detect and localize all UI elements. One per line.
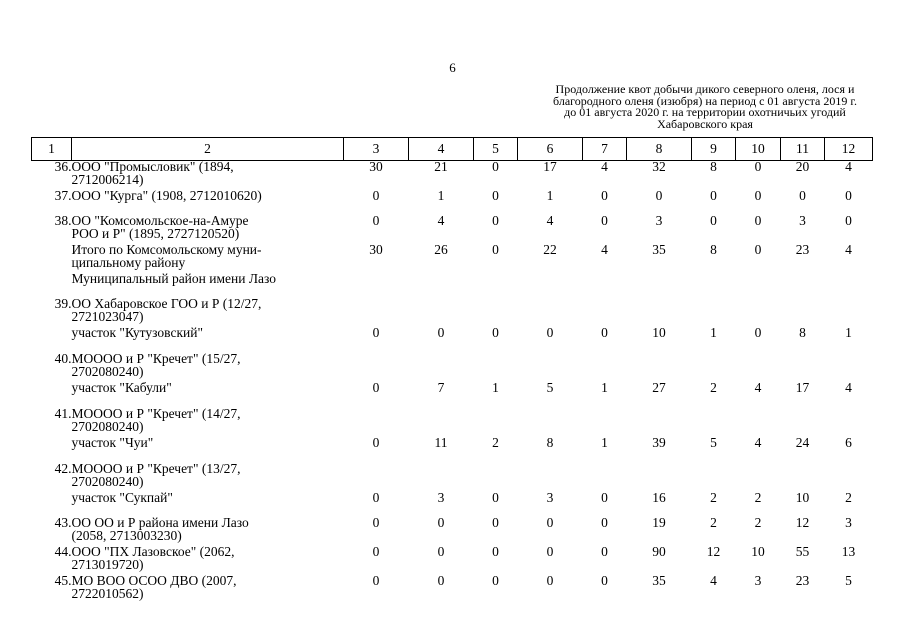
quota-value: 0 xyxy=(372,573,380,588)
quota-value xyxy=(518,273,583,298)
quota-value: 2 xyxy=(845,490,852,505)
row-number: 41. xyxy=(54,406,72,421)
column-header: 10 xyxy=(736,138,781,161)
quota-value: 0 xyxy=(372,435,380,450)
quota-value: 27 xyxy=(652,380,666,395)
column-header: 12 xyxy=(825,138,873,161)
quota-value xyxy=(736,273,781,298)
row-name-line: участок "Сукпай" xyxy=(71,490,173,505)
row-name xyxy=(72,517,344,546)
quota-value xyxy=(583,273,627,298)
row-name-line: ООО "Курга" (1908, 2712010620) xyxy=(71,188,262,203)
row-number: 39. xyxy=(54,296,72,311)
quota-value xyxy=(692,408,736,437)
quota-value xyxy=(409,273,474,298)
row-number: 38. xyxy=(54,213,72,228)
quota-value: 8 xyxy=(799,325,806,340)
quota-value xyxy=(344,463,409,492)
quota-value: 1 xyxy=(601,380,608,395)
quota-value: 0 xyxy=(437,573,445,588)
quota-value xyxy=(627,273,692,298)
header-row xyxy=(32,138,873,161)
quota-value xyxy=(518,298,583,327)
row-number xyxy=(32,273,72,298)
quota-value: 0 xyxy=(601,544,608,559)
quota-value: 30 xyxy=(369,159,383,174)
quota-value: 23 xyxy=(795,573,810,588)
quota-value xyxy=(736,408,781,437)
row-number: 44. xyxy=(54,544,72,559)
quota-value: 0 xyxy=(754,325,762,340)
quota-value: 0 xyxy=(372,490,380,505)
quota-value: 5 xyxy=(710,435,717,450)
quota-value: 0 xyxy=(372,188,380,203)
quota-value xyxy=(692,353,736,382)
quota-value xyxy=(736,463,781,492)
row-name-line: ООО "ПХ Лазовское" (2062, xyxy=(71,544,235,559)
row-name-line: 2702080240) xyxy=(71,363,144,379)
quota-value: 1 xyxy=(845,325,852,340)
row-name-line: участок "Кутузовский" xyxy=(71,325,203,340)
row-name-line: МО ВОО ОСОО ДВО (2007, xyxy=(71,573,237,588)
table-row xyxy=(32,244,873,273)
row-name xyxy=(72,575,344,600)
quota-value: 2 xyxy=(754,490,762,505)
row-name-line: РОО и Р" (1895, 2727120520) xyxy=(71,225,240,241)
row-number: 37. xyxy=(54,188,72,203)
quota-value: 4 xyxy=(601,242,608,257)
quota-value: 0 xyxy=(492,573,499,588)
table-row xyxy=(32,353,873,382)
table-row xyxy=(32,298,873,327)
row-name xyxy=(72,463,344,492)
row-name-line: МОООО и Р "Кречет" (14/27, xyxy=(71,406,241,421)
quota-value: 0 xyxy=(437,325,445,340)
quota-value: 0 xyxy=(492,159,499,174)
quota-value: 1 xyxy=(601,435,608,450)
quota-value: 3 xyxy=(754,573,762,588)
quota-value: 0 xyxy=(546,544,554,559)
quota-value: 0 xyxy=(492,213,499,228)
quota-value: 0 xyxy=(372,380,380,395)
quota-value xyxy=(627,408,692,437)
quota-value: 3 xyxy=(437,490,445,505)
quota-value: 2 xyxy=(492,435,499,450)
table-row xyxy=(32,492,873,517)
row-name-line: ципальному району xyxy=(71,254,186,270)
row-number: 43. xyxy=(54,515,72,530)
quota-value: 17 xyxy=(543,159,557,174)
quota-value: 0 xyxy=(492,188,499,203)
quota-value: 0 xyxy=(601,188,608,203)
quota-value: 0 xyxy=(372,325,380,340)
quota-value: 0 xyxy=(601,325,608,340)
quota-value: 4 xyxy=(845,380,852,395)
quota-value: 0 xyxy=(799,188,806,203)
row-name-line: 2702080240) xyxy=(71,473,144,489)
quota-value: 0 xyxy=(492,515,499,530)
quota-value: 1 xyxy=(437,188,445,203)
quota-value xyxy=(409,298,474,327)
quota-value: 0 xyxy=(546,515,554,530)
row-name-line: 2722010562) xyxy=(71,585,144,601)
row-name xyxy=(72,492,344,517)
caption-line: благородного оленя (изюбря) на период с 01 августа 2019 г. xyxy=(553,93,857,108)
row-name xyxy=(72,353,344,382)
quota-value xyxy=(583,298,627,327)
quota-value: 4 xyxy=(845,242,852,257)
quota-value: 0 xyxy=(492,490,499,505)
row-name-line: 2713019720) xyxy=(71,556,144,572)
quota-value xyxy=(409,408,474,437)
quota-value: 2 xyxy=(710,490,717,505)
row-number xyxy=(32,244,72,273)
quota-value xyxy=(781,353,825,382)
row-name-line: (2058, 2713003230) xyxy=(71,527,182,543)
table-row xyxy=(32,463,873,492)
quota-value: 0 xyxy=(437,544,445,559)
quota-value xyxy=(474,463,518,492)
row-name-line: 2712006214) xyxy=(71,171,144,187)
quota-value: 6 xyxy=(845,435,852,450)
quota-value xyxy=(409,353,474,382)
row-name xyxy=(72,437,344,463)
table-caption xyxy=(520,84,890,130)
quota-value xyxy=(825,463,873,492)
column-header: 8 xyxy=(627,138,692,161)
quota-value: 0 xyxy=(845,188,852,203)
quota-value: 20 xyxy=(795,159,810,174)
table-row xyxy=(32,273,873,298)
row-name-line: 2721023047) xyxy=(71,308,144,324)
quota-value: 26 xyxy=(434,242,448,257)
quota-value: 22 xyxy=(543,242,557,257)
caption-line: до 01 августа 2020 г. на территории охотничьих угодий xyxy=(564,105,846,119)
quota-value: 19 xyxy=(652,515,666,530)
quota-value: 30 xyxy=(369,242,383,257)
quota-value: 4 xyxy=(754,435,762,450)
quota-value: 10 xyxy=(751,544,765,559)
row-number: 42. xyxy=(54,461,72,476)
quota-value xyxy=(518,408,583,437)
quota-value: 0 xyxy=(546,573,554,588)
quota-value: 0 xyxy=(754,242,762,257)
quota-value: 4 xyxy=(754,380,762,395)
row-number xyxy=(32,492,72,517)
quota-value xyxy=(344,273,409,298)
quota-value: 24 xyxy=(795,435,810,450)
quota-value: 0 xyxy=(754,159,762,174)
row-name xyxy=(72,298,344,327)
quota-value: 0 xyxy=(546,325,554,340)
table-header xyxy=(32,138,873,161)
quota-value xyxy=(825,408,873,437)
quota-value xyxy=(692,298,736,327)
table-row xyxy=(32,437,873,463)
row-name-line: 2702080240) xyxy=(71,418,144,434)
row-name-line: участок "Кабули" xyxy=(71,380,172,395)
quota-value xyxy=(474,298,518,327)
quota-value xyxy=(627,463,692,492)
row-name xyxy=(72,273,344,298)
row-name xyxy=(72,327,344,353)
quota-value: 0 xyxy=(710,213,717,228)
caption-line: Хабаровского края xyxy=(657,116,753,131)
quota-value: 0 xyxy=(601,490,608,505)
quota-value: 1 xyxy=(546,188,554,203)
row-number: 36. xyxy=(54,159,72,174)
quota-value: 0 xyxy=(372,544,380,559)
quota-value xyxy=(692,463,736,492)
table-body xyxy=(32,161,873,601)
quota-value: 4 xyxy=(845,159,852,174)
quota-value xyxy=(627,298,692,327)
quota-value: 7 xyxy=(437,380,445,395)
quota-value: 3 xyxy=(546,490,554,505)
quota-value: 0 xyxy=(754,213,762,228)
quota-value: 8 xyxy=(710,242,717,257)
table-row xyxy=(32,215,873,244)
row-name-line: ООО "Промысловик" (1894, xyxy=(71,159,234,174)
row-number: 40. xyxy=(54,351,72,366)
quota-value: 35 xyxy=(652,242,666,257)
quota-value: 4 xyxy=(437,213,445,228)
quota-value: 10 xyxy=(795,490,810,505)
row-name-line: участок "Чуи" xyxy=(71,435,154,450)
row-name-line: МОООО и Р "Кречет" (13/27, xyxy=(71,461,241,476)
quota-value: 35 xyxy=(652,573,666,588)
quota-value: 11 xyxy=(434,435,448,450)
quota-value xyxy=(474,273,518,298)
table-row xyxy=(32,161,873,191)
quota-value: 8 xyxy=(710,159,717,174)
quota-value: 2 xyxy=(710,380,717,395)
quota-value xyxy=(583,408,627,437)
quota-value: 2 xyxy=(710,515,717,530)
row-name-line: Муниципальный район имени Лазо xyxy=(71,271,276,286)
table-row xyxy=(32,190,873,215)
quota-value xyxy=(736,353,781,382)
quota-value: 3 xyxy=(799,213,806,228)
quota-value: 0 xyxy=(492,242,499,257)
quota-value: 12 xyxy=(795,515,810,530)
quota-value: 17 xyxy=(795,380,810,395)
quota-value xyxy=(692,273,736,298)
quota-value xyxy=(518,463,583,492)
quota-value xyxy=(474,408,518,437)
row-name xyxy=(72,161,344,191)
row-name xyxy=(72,382,344,408)
quota-value xyxy=(583,353,627,382)
row-name-line: ОО "Комсомольское-на-Амуре xyxy=(71,213,249,228)
quota-value: 16 xyxy=(652,490,666,505)
quota-value: 90 xyxy=(652,544,666,559)
quota-value: 0 xyxy=(492,325,499,340)
column-header: 1 xyxy=(32,138,72,161)
quota-value: 39 xyxy=(652,435,666,450)
quota-value xyxy=(627,353,692,382)
table-row xyxy=(32,575,873,600)
row-number xyxy=(32,382,72,408)
quota-value xyxy=(825,273,873,298)
quota-value: 0 xyxy=(601,213,608,228)
quota-value: 3 xyxy=(655,213,663,228)
quota-value xyxy=(781,273,825,298)
quota-value xyxy=(781,463,825,492)
quota-value: 23 xyxy=(795,242,810,257)
row-name xyxy=(72,408,344,437)
quota-value: 0 xyxy=(845,213,852,228)
row-name-line: Итого по Комсомольскому муни- xyxy=(71,242,262,257)
quota-value: 2 xyxy=(754,515,762,530)
column-header: 5 xyxy=(474,138,518,161)
quota-value xyxy=(736,298,781,327)
quota-value xyxy=(518,353,583,382)
caption-line: Продолжение квот добычи дикого северного оленя, лося и xyxy=(555,82,855,96)
quota-value: 4 xyxy=(710,573,717,588)
quota-value: 0 xyxy=(372,515,380,530)
column-header: 4 xyxy=(409,138,474,161)
table-row xyxy=(32,382,873,408)
quota-value: 55 xyxy=(795,544,810,559)
quota-value: 12 xyxy=(706,544,721,559)
quota-value xyxy=(344,298,409,327)
quota-value: 21 xyxy=(434,159,448,174)
quota-value xyxy=(583,463,627,492)
quota-value: 0 xyxy=(601,573,608,588)
table-row xyxy=(32,408,873,437)
quota-value: 4 xyxy=(601,159,608,174)
row-name xyxy=(72,244,344,273)
quota-value: 1 xyxy=(492,380,499,395)
quota-value: 0 xyxy=(710,188,717,203)
column-header: 6 xyxy=(518,138,583,161)
row-number: 45. xyxy=(54,573,72,588)
row-name xyxy=(72,215,344,244)
column-header: 7 xyxy=(583,138,627,161)
table-row xyxy=(32,546,873,575)
quota-value xyxy=(344,353,409,382)
quota-value: 1 xyxy=(710,325,717,340)
quota-value: 4 xyxy=(546,213,554,228)
quota-value xyxy=(781,298,825,327)
quota-value xyxy=(781,408,825,437)
table-row xyxy=(32,517,873,546)
quota-value: 0 xyxy=(754,188,762,203)
quota-table xyxy=(31,137,873,600)
quota-value: 5 xyxy=(546,380,554,395)
table-row xyxy=(32,327,873,353)
quota-value: 0 xyxy=(372,213,380,228)
column-header: 11 xyxy=(781,138,825,161)
row-name-line: ОО ОО и Р района имени Лазо xyxy=(71,515,249,530)
column-header: 2 xyxy=(72,138,344,161)
row-name xyxy=(72,546,344,575)
quota-value: 32 xyxy=(652,159,666,174)
row-name-line: ОО Хабаровское ГОО и Р (12/27, xyxy=(71,296,262,311)
row-name-line: МОООО и Р "Кречет" (15/27, xyxy=(71,351,241,366)
quota-value: 0 xyxy=(437,515,445,530)
quota-value xyxy=(344,408,409,437)
quota-value xyxy=(825,298,873,327)
quota-value: 0 xyxy=(601,515,608,530)
quota-value: 10 xyxy=(652,325,666,340)
quota-value: 5 xyxy=(845,573,852,588)
row-number xyxy=(32,437,72,463)
row-number xyxy=(32,327,72,353)
column-header: 3 xyxy=(344,138,409,161)
quota-value: 0 xyxy=(492,544,499,559)
quota-value: 8 xyxy=(546,435,554,450)
quota-value: 13 xyxy=(841,544,856,559)
page-number: 6 xyxy=(449,60,456,75)
quota-value xyxy=(409,463,474,492)
quota-value: 0 xyxy=(655,188,663,203)
column-header: 9 xyxy=(692,138,736,161)
quota-value xyxy=(825,353,873,382)
row-name xyxy=(72,190,344,215)
quota-value: 3 xyxy=(845,515,852,530)
quota-value xyxy=(474,353,518,382)
